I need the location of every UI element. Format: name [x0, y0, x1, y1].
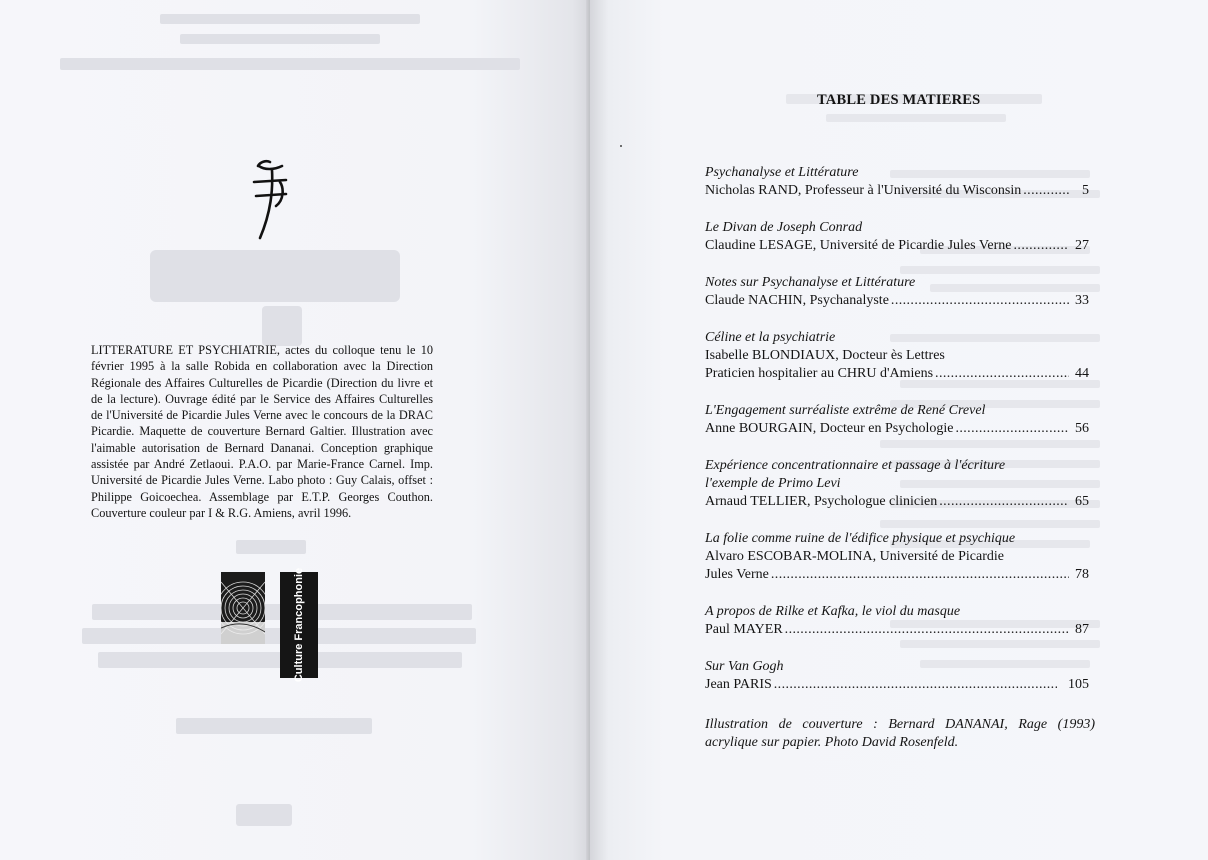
toc-entry	[705, 219, 1089, 255]
toc-entry-row	[705, 237, 1089, 255]
toc-entry-row	[705, 182, 1089, 200]
toc-entry-title: Expérience concentrationnaire et passage à l'écriture	[705, 458, 1006, 473]
page-speck	[620, 145, 622, 147]
toc-entry-page: 44	[1075, 366, 1089, 381]
toc-entry-row	[705, 676, 1089, 694]
toc-entry-author: Praticien hospitalier au CHRU d'Amiens	[705, 366, 934, 381]
toc-entry-author: Paul MAYER	[705, 622, 783, 637]
toc-entry	[705, 530, 1089, 584]
toc-entry-page: 87	[1075, 622, 1089, 637]
toc-entry-page: 65	[1075, 494, 1089, 509]
culture-francophonie-stamp	[280, 567, 318, 683]
table-of-contents	[705, 164, 1089, 713]
toc-entry-row	[705, 493, 1089, 511]
stamp-label: Culture Francophonie	[293, 567, 305, 683]
toc-entry-page: 33	[1075, 293, 1089, 308]
toc-entry	[705, 457, 1089, 511]
colophon-text: LITTERATURE ET PSYCHIATRIE, actes du colloque tenu le 10 février 1995 à la salle Robida en collaboration avec la Direction Régionale des Affaires Culturelles de Picardie (Direction du livre et de la lecture). Ouvrage édité par le Service des Affaires Culturelles de l'Université de Picardie Jules Verne avec le concours de la DRAC Picardie. Maquette de couverture Bernard Galtier. Illustration avec l'aimable autorisation de Bernard Dananai. Conception graphique assistée par André Zetlaoui. P.A.O. par Marie-France Carnel. Imp. Université de Picardie Jules Verne. Labo photo : Guy Calais, offset : Philippe Goicoechea. Assemblage par E.T.P. Georges Couthon. Couverture couleur par I & R.G. Amiens, avril 1996.	[91, 343, 433, 520]
toc-entry-author: Claudine LESAGE, Université de Picardie Jules Verne	[705, 238, 1012, 253]
toc-entry-row	[705, 621, 1089, 639]
toc-entry-author: Arnaud TELLIER, Psychologue clinicien	[705, 494, 938, 509]
dot-leader	[1014, 237, 1069, 255]
toc-entry-title: Psychanalyse et Littérature	[705, 165, 859, 180]
toc-entry-title-line: l'exemple de Primo Levi	[705, 476, 841, 491]
toc-entry-author-line: Alvaro ESCOBAR-MOLINA, Université de Picardie	[705, 549, 1005, 564]
toc-entry-author: Jules Verne	[705, 567, 769, 582]
toc-entry	[705, 329, 1089, 383]
dot-leader	[935, 365, 1069, 383]
publisher-logo	[250, 156, 290, 240]
toc-entry-title: La folie comme ruine de l'édifice physique et psychique	[705, 531, 1016, 546]
toc-entry-title: A propos de Rilke et Kafka, le viol du masque	[705, 604, 961, 619]
dot-leader	[939, 493, 1069, 511]
toc-entry-title: L'Engagement surréaliste extrême de René Crevel	[705, 403, 986, 418]
toc-entry-title: Sur Van Gogh	[705, 659, 784, 674]
toc-entry-row	[705, 566, 1089, 584]
toc-entry	[705, 603, 1089, 639]
toc-entry	[705, 164, 1089, 200]
toc-entry-author: Anne BOURGAIN, Docteur en Psychologie	[705, 421, 954, 436]
toc-entry-row	[705, 292, 1089, 310]
illustration-credit: Illustration de couverture : Bernard DANANAI, Rage (1993) acrylique sur papier. Photo David Rosenfeld.	[705, 717, 1095, 750]
toc-entry-page: 56	[1075, 421, 1089, 436]
toc-entry-author: Nicholas RAND, Professeur à l'Université du Wisconsin	[705, 183, 1022, 198]
toc-entry-row	[705, 420, 1089, 438]
toc-entry-author: Jean PARIS	[705, 677, 772, 692]
toc-entry-page: 5	[1082, 183, 1089, 198]
dot-leader	[955, 420, 1069, 438]
toc-entry	[705, 658, 1089, 694]
toc-entry-title: Le Divan de Joseph Conrad	[705, 220, 863, 235]
dot-leader	[771, 566, 1069, 584]
toc-entry	[705, 274, 1089, 310]
toc-entry-author-line: Isabelle BLONDIAUX, Docteur ès Lettres	[705, 348, 945, 363]
dot-leader	[785, 621, 1069, 639]
toc-entry-title: Notes sur Psychanalyse et Littérature	[705, 275, 916, 290]
dot-leader	[1023, 182, 1069, 200]
toc-entry-title: Céline et la psychiatrie	[705, 330, 836, 345]
toc-entry-row	[705, 365, 1089, 383]
toc-entry-author: Claude NACHIN, Psychanalyste	[705, 293, 889, 308]
dot-leader	[891, 292, 1069, 310]
toc-entry-page: 78	[1075, 567, 1089, 582]
toc-title: TABLE DES MATIERES	[817, 92, 981, 108]
toc-entry-page: 105	[1068, 677, 1089, 692]
fingerprint-emblem	[221, 572, 265, 644]
toc-entry	[705, 402, 1089, 438]
left-page	[0, 0, 590, 860]
toc-entry-page: 27	[1075, 238, 1089, 253]
dot-leader	[774, 676, 1057, 694]
